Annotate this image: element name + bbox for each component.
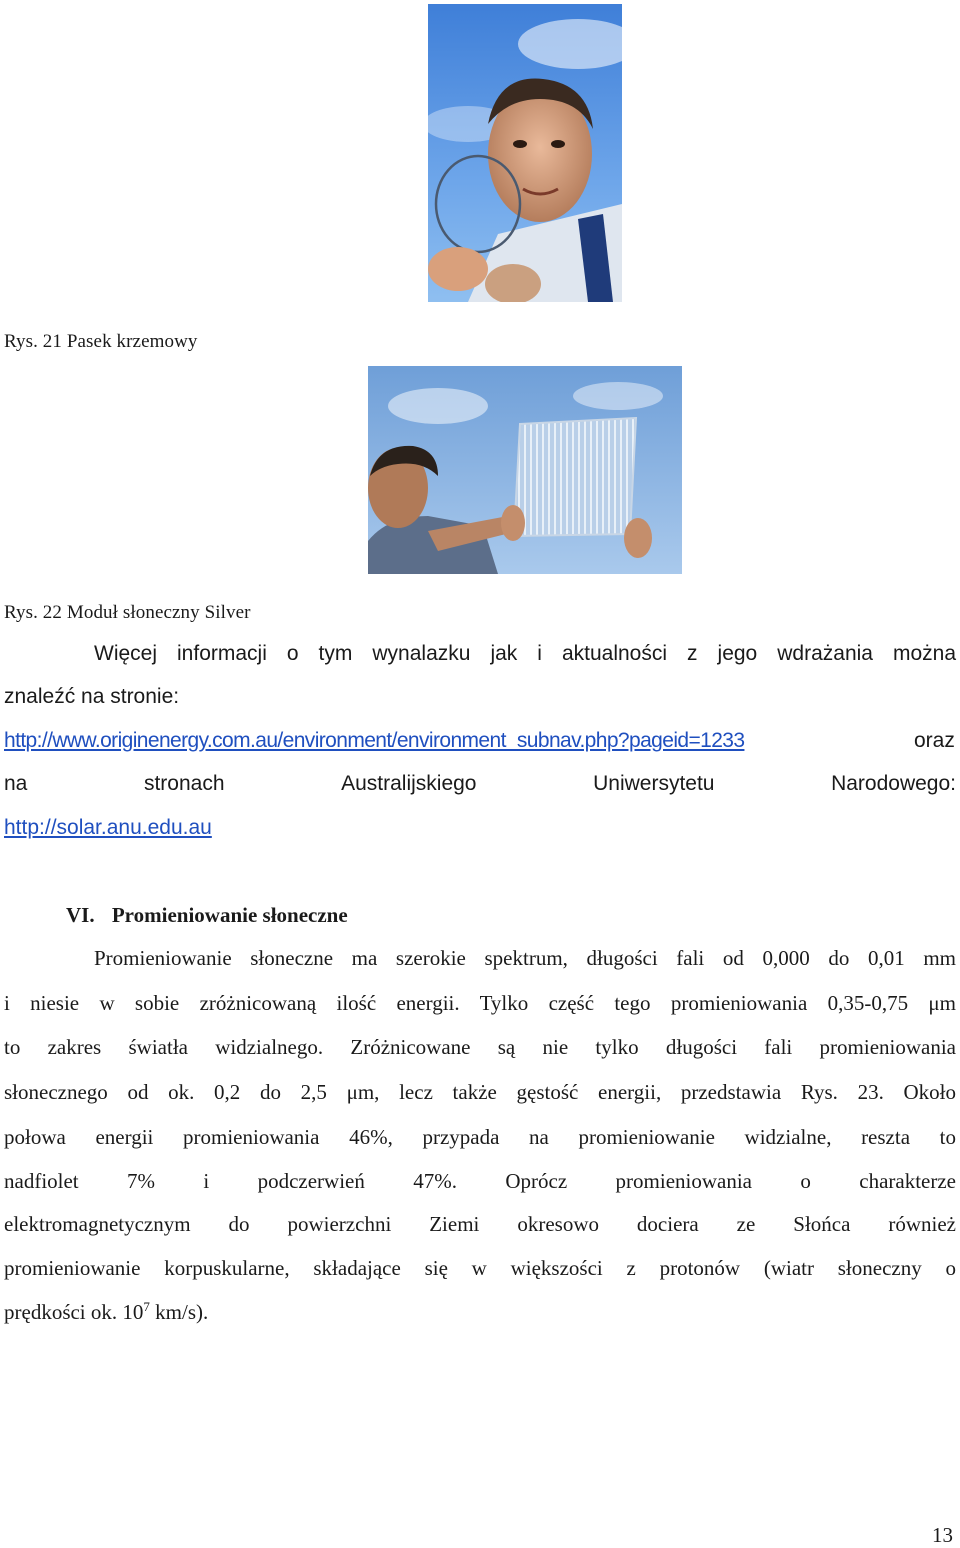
speed-exponent: 7 — [143, 1299, 150, 1314]
speed-unit: km/s). — [149, 1300, 209, 1324]
body-line-4: słonecznego od ok. 0,2 do 2,5 μm, lecz także gęstość energii, przedstawia Rys. 23. Około — [4, 1080, 956, 1104]
speed-text: prędkości ok. 10 — [4, 1300, 144, 1324]
word-oraz: oraz — [914, 729, 955, 752]
body-line-1: Promieniowanie słoneczne ma szerokie spektrum, długości fali od 0,000 do 0,01 mm — [94, 946, 956, 970]
figure-21-image — [428, 4, 622, 302]
figure-21-caption: Rys. 21 Pasek krzemowy — [4, 331, 198, 352]
section-number: VI. — [66, 903, 95, 927]
anu-solar-link[interactable]: http://solar.anu.edu.au — [4, 816, 212, 839]
info-word: stronach — [143, 772, 225, 795]
body-line-5: połowa energii promieniowania 46%, przypada na promieniowanie widzialne, reszta to — [4, 1125, 956, 1149]
info-word: Uniwersytetu — [593, 772, 715, 795]
page-number: 13 — [932, 1523, 953, 1547]
body-line-8: promieniowanie korpuskularne, składające się w większości z protonów (wiatr słoneczny o — [4, 1256, 956, 1280]
section-title: Promieniowanie słoneczne — [111, 903, 348, 927]
info-word: na — [4, 772, 28, 795]
figure-22-image — [368, 366, 682, 574]
info-line-2: znaleźć na stronie: — [4, 685, 180, 708]
solar-module-photo — [368, 366, 682, 574]
body-line-3: to zakres światła widzialnego. Zróżnicowane są nie tylko długości fali promieniowania — [4, 1035, 956, 1059]
section-heading — [66, 903, 348, 928]
silicon-strip-photo — [428, 4, 622, 302]
body-line-2: i niesie w sobie zróżnicowaną ilość energii. Tylko część tego promieniowania 0,35-0,75 μm — [4, 991, 956, 1015]
body-line-9 — [4, 1301, 208, 1323]
info-word: Narodowego: — [831, 772, 956, 795]
info-line-4 — [4, 773, 956, 795]
origin-energy-link[interactable]: http://www.originenergy.com.au/environment/environment_subnav.php?pageid=1233 — [4, 729, 745, 752]
figure-22-caption: Rys. 22 Moduł słoneczny Silver — [4, 602, 251, 623]
info-line-1: Więcej informacji o tym wynalazku jak i aktualności z jego wdrażania można — [94, 642, 956, 665]
info-word: Australijskiego — [341, 772, 477, 795]
body-line-7: elektromagnetycznym do powierzchni Ziemi okresowo dociera ze Słońca również — [4, 1212, 956, 1236]
body-line-6: nadfiolet 7% i podczerwień 47%. Oprócz promieniowania o charakterze — [4, 1169, 956, 1193]
